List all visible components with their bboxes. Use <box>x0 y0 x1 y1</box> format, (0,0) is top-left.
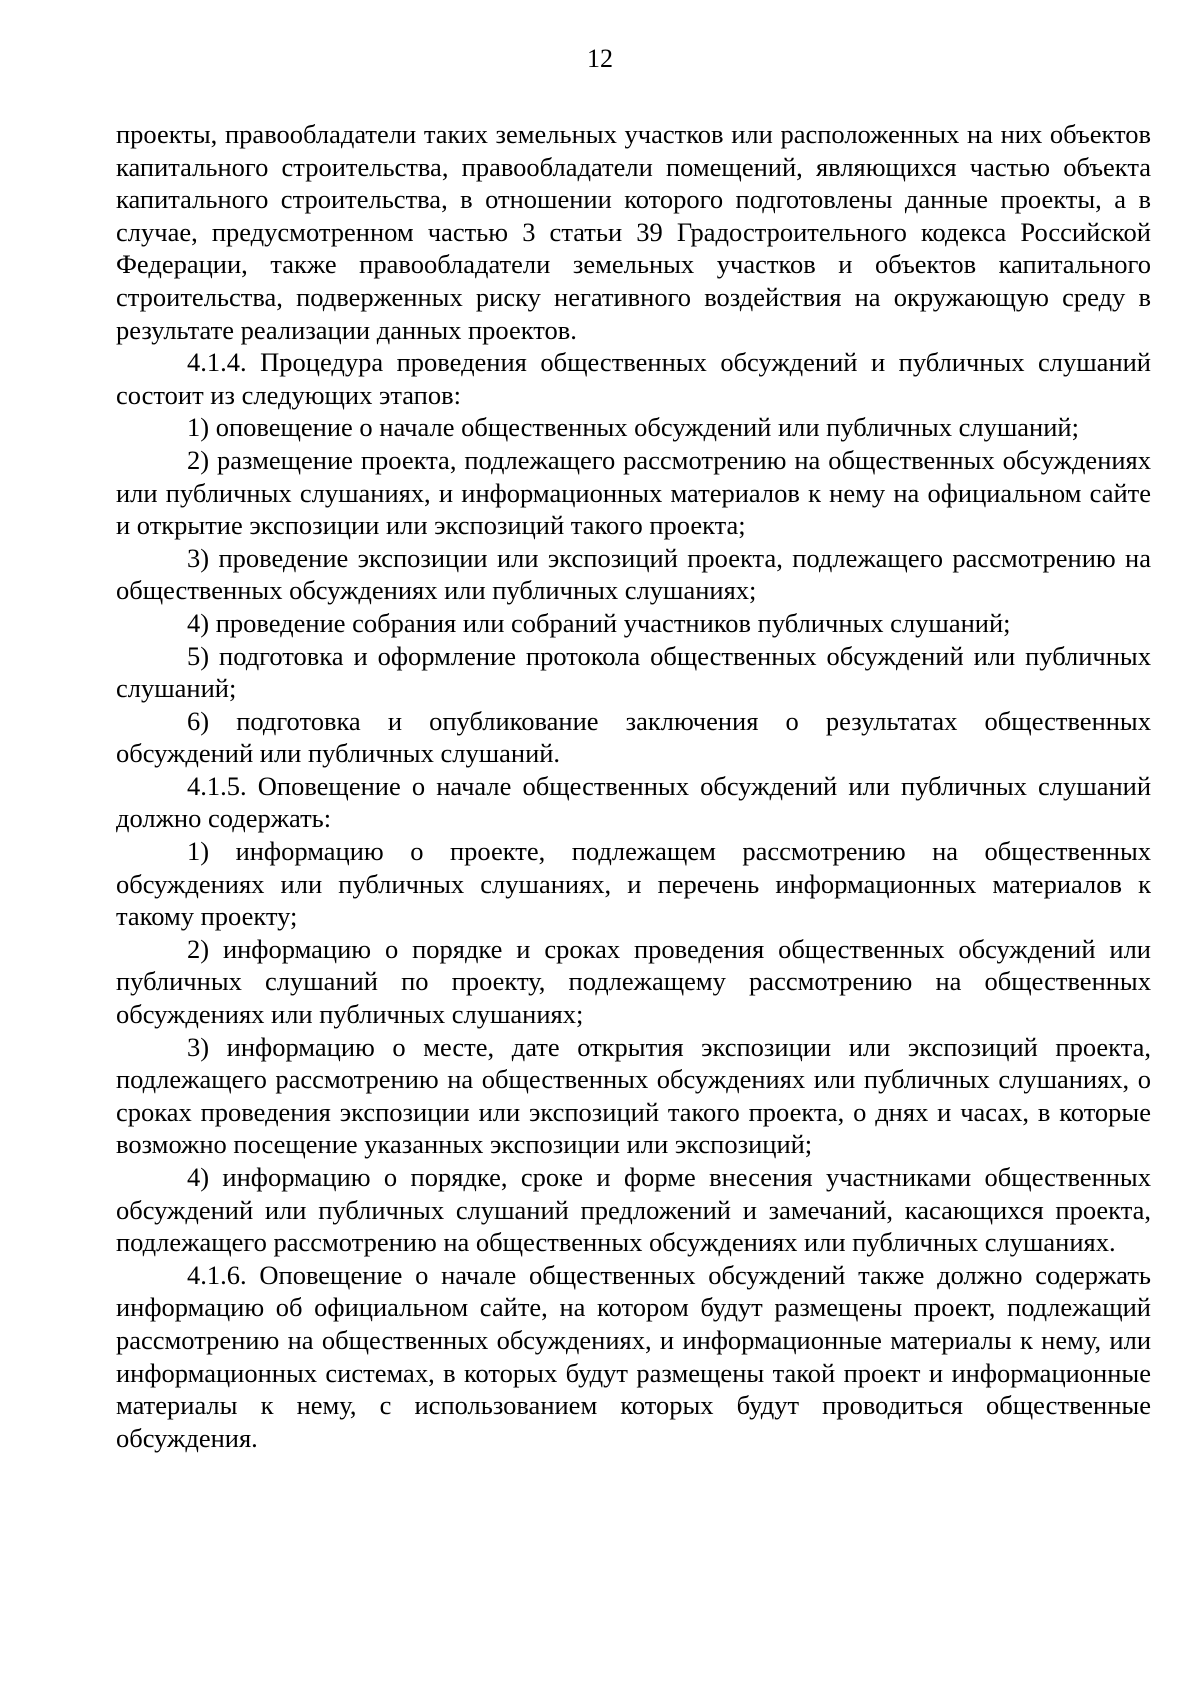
paragraph-continuation: проекты, правообладатели таких земельных участков или расположенных на них объектов капитального строительства, правообладатели помещений, являющихся частью объекта капитального строительства, в отношении которого подготовлены данные проекты, а в случае, предусмотренном частью 3 статьи 39 Градостроительного кодекса Российской Федерации, также правообладатели земельных участков и объектов капитального строительства, подверженных риску негативного воздействия на окружающую среду в результате реализации данных проектов. <box>116 119 1151 345</box>
list-item-4-1-5-3: 3) информацию о месте, дате открытия экспозиции или экспозиций проекта, подлежащего рассмотрению на общественных обсуждениях или публичных слушаниях, о сроках проведения экспозиции или экспозиций такого проекта, о днях и часах, в которые возможно посещение указанных экспозиции или экспозиций; <box>116 1031 1151 1160</box>
page-number: 12 <box>587 44 613 73</box>
paragraph-4-1-4: 4.1.4. Процедура проведения общественных обсуждений и публичных слушаний состоит из следующих этапов: <box>116 347 1151 410</box>
list-item-4-1-5-2: 2) информацию о порядке и сроках проведения общественных обсуждений или публичных слушаний по проекту, подлежащему рассмотрению на общественных обсуждениях или публичных слушаниях; <box>116 933 1151 1030</box>
list-item-4-1-4-2: 2) размещение проекта, подлежащего рассмотрению на общественных обсуждениях или публичных слушаниях, и информационных материалов к нему на официальном сайте и открытие экспозиции или экспозиций такого проекта; <box>116 444 1151 541</box>
paragraph-4-1-6: 4.1.6. Оповещение о начале общественных обсуждений также должно содержать информацию об официальном сайте, на котором будут размещены проект, подлежащий рассмотрению на общественных обсуждениях, и информационные материалы к нему, или информационных системах, в которых будут размещены такой проект и информационные материалы к нему, с использованием которых будут проводиться общественные обсуждения. <box>116 1259 1151 1453</box>
list-item-4-1-4-6: 6) подготовка и опубликование заключения о результатах общественных обсуждений или публичных слушаний. <box>116 705 1151 769</box>
list-item-4-1-4-5: 5) подготовка и оформление протокола общественных обсуждений или публичных слушаний; <box>116 640 1151 704</box>
list-item-4-1-5-1: 1) информацию о проекте, подлежащем рассмотрению на общественных обсуждениях или публичных слушаниях, и перечень информационных материалов к такому проекту; <box>116 836 1151 932</box>
list-item-4-1-5-4: 4) информацию о порядке, сроке и форме внесения участниками общественных обсуждений или публичных слушаний предложений и замечаний, касающихся проекта, подлежащего рассмотрению на общественных обсуждениях или публичных слушаниях. <box>116 1162 1151 1258</box>
list-item-4-1-4-1: 1) оповещение о начале общественных обсуждений или публичных слушаний; <box>187 412 1079 443</box>
document-body <box>116 118 1151 1454</box>
list-item-4-1-4-3: 3) проведение экспозиции или экспозиций проекта, подлежащего рассмотрению на общественных обсуждениях или публичных слушаниях; <box>116 542 1151 606</box>
list-item-4-1-4-4: 4) проведение собрания или собраний участников публичных слушаний; <box>187 607 1011 638</box>
paragraph-4-1-5: 4.1.5. Оповещение о начале общественных обсуждений или публичных слушаний должно содержать: <box>116 770 1151 834</box>
